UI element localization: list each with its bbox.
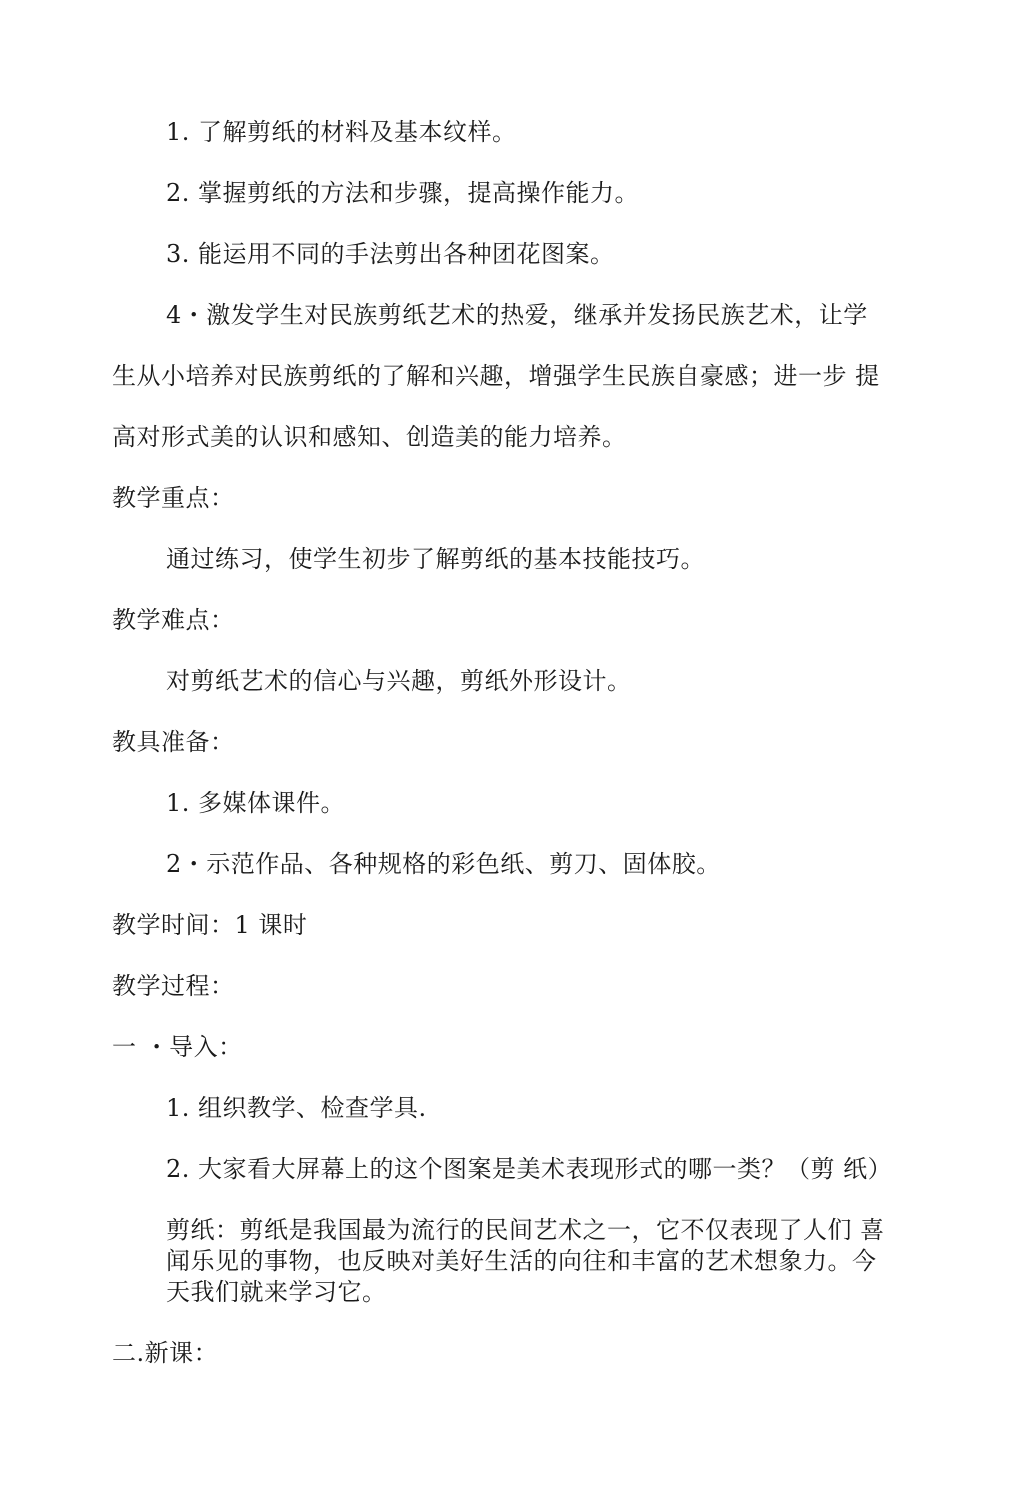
objective-1: 1. 了解剪纸的材料及基本纹样。 xyxy=(166,118,517,146)
materials-item-2: 2・示范作品、各种规格的彩色纸、剪刀、固体胶。 xyxy=(166,850,721,878)
materials-item-1: 1. 多媒体课件。 xyxy=(166,789,346,817)
objective-2: 2. 掌握剪纸的方法和步骤，提高操作能力。 xyxy=(166,179,640,207)
objective-3: 3. 能运用不同的手法剪出各种团花图案。 xyxy=(166,240,615,268)
new-lesson-heading: 二.新课： xyxy=(112,1339,219,1367)
objective-4-line-3: 高对形式美的认识和感知、创造美的能力培养。 xyxy=(112,423,627,451)
paper-cut-line-1: 剪纸：剪纸是我国最为流行的民间艺术之一，它不仅表现了人们 喜 xyxy=(166,1216,885,1244)
objective-4-line-2: 生从小培养对民族剪纸的了解和兴趣，增强学生民族自豪感；进一步 提 xyxy=(112,362,880,390)
process-heading: 教学过程： xyxy=(112,972,235,1000)
intro-item-2: 2. 大家看大屏幕上的这个图案是美术表现形式的哪一类？（剪 纸） xyxy=(166,1155,893,1183)
difficulty-text: 对剪纸艺术的信心与兴趣，剪纸外形设计。 xyxy=(166,667,632,695)
materials-heading: 教具准备： xyxy=(112,728,235,756)
intro-heading: 一 ・导入： xyxy=(112,1033,243,1061)
lesson-time: 教学时间：1 课时 xyxy=(112,911,308,939)
paper-cut-paragraph xyxy=(166,1215,906,1308)
difficulty-heading: 教学难点： xyxy=(112,606,235,634)
objective-4-line-1: 4・激发学生对民族剪纸艺术的热爱，继承并发扬民族艺术，让学 xyxy=(166,301,868,329)
key-point-text: 通过练习，使学生初步了解剪纸的基本技能技巧。 xyxy=(166,545,705,573)
key-point-heading: 教学重点： xyxy=(112,484,235,512)
paper-cut-line-3: 天我们就来学习它。 xyxy=(166,1278,387,1306)
intro-item-1: 1. 组织教学、检查学具. xyxy=(166,1094,427,1122)
paper-cut-line-2: 闻乐见的事物，也反映对美好生活的向往和丰富的艺术想象力。今 xyxy=(166,1247,877,1275)
